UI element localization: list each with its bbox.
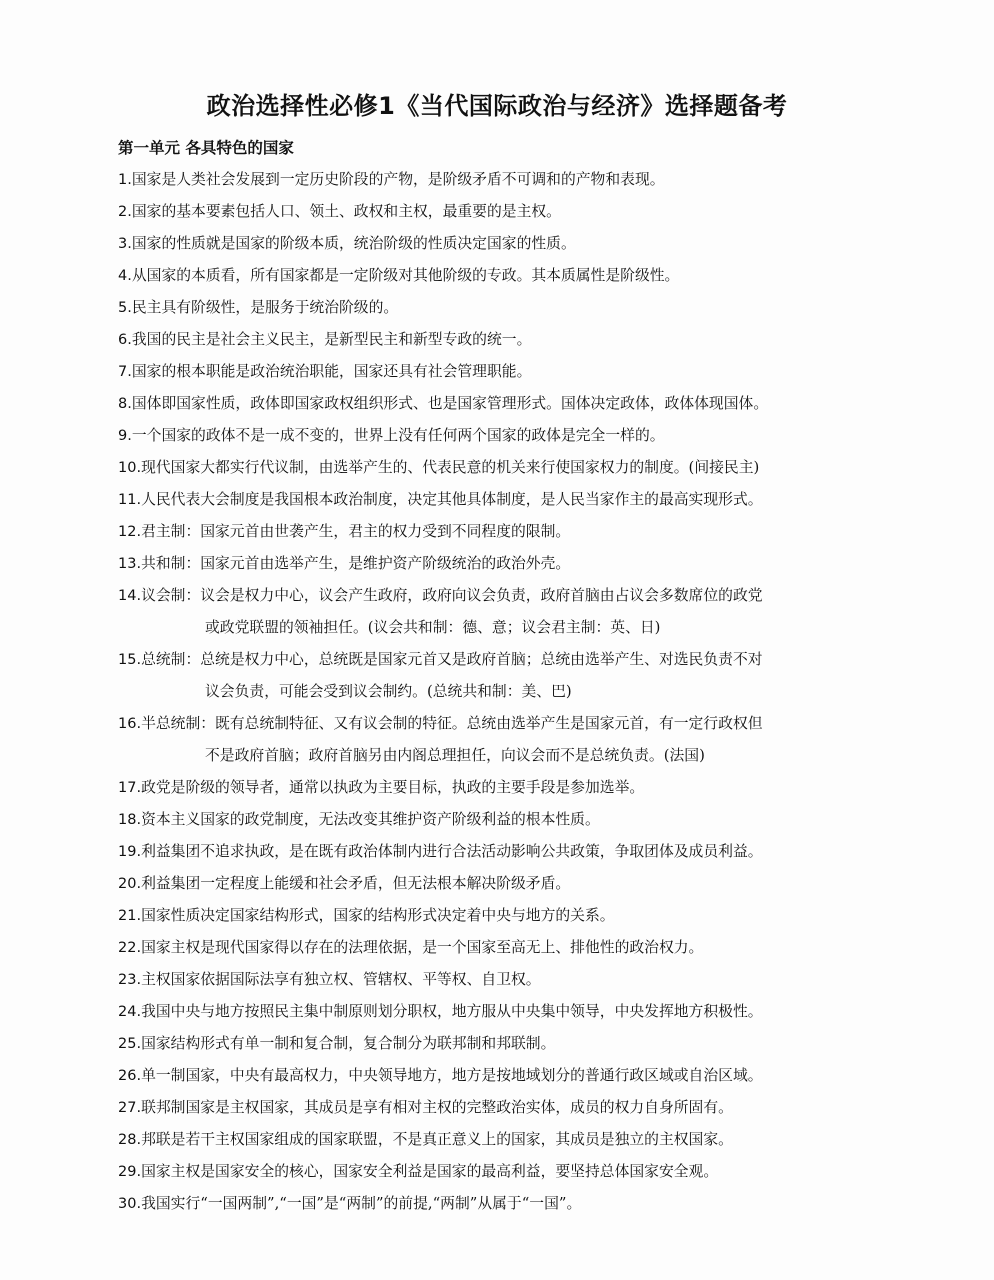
- item-text: 单一制国家，中央有最高权力，中央领导地方，地方是按地域划分的普通行政区域或自治区域。: [141, 1067, 763, 1084]
- item-number: 24.: [118, 1004, 142, 1020]
- item-number: 12.: [118, 524, 142, 540]
- item-number: 23.: [118, 972, 142, 988]
- list-item: [118, 772, 888, 804]
- item-text: 一个国家的政体不是一成不变的，世界上没有任何两个国家的政体是完全一样的。: [131, 427, 665, 444]
- item-number: 13.: [118, 556, 142, 572]
- item-text: 我国实行“一国两制”,“一国”是“两制”的前提,“两制”从属于“一国”。: [141, 1195, 582, 1212]
- item-text: 国家的根本职能是政治统治职能，国家还具有社会管理职能。: [131, 363, 532, 380]
- item-number: 3.: [118, 236, 132, 252]
- list-item: [118, 324, 888, 356]
- list-item: [118, 1060, 888, 1092]
- item-number: 10.: [118, 460, 142, 476]
- list-item: [118, 900, 888, 932]
- item-list: [118, 164, 888, 1220]
- item-number: 6.: [118, 332, 132, 348]
- list-item: [118, 1124, 888, 1156]
- list-item: [118, 580, 888, 644]
- item-text: 国家主权是现代国家得以存在的法理依据，是一个国家至高无上、排他性的政治权力。: [141, 939, 704, 956]
- list-item: [118, 516, 888, 548]
- item-text: 国家的基本要素包括人口、领土、政权和主权，最重要的是主权。: [131, 203, 561, 220]
- list-item: [118, 356, 888, 388]
- item-text: 资本主义国家的政党制度，无法改变其维护资产阶级利益的根本性质。: [141, 811, 600, 828]
- item-continuation: 议会负责，可能会受到议会制约。(总统共和制：美、巴): [205, 683, 572, 700]
- item-text: 半总统制：既有总统制特征、又有议会制的特征。总统由选举产生是国家元首，有一定行政权但: [141, 715, 763, 732]
- list-item: [118, 964, 888, 996]
- item-text: 现代国家大都实行代议制，由选举产生的、代表民意的机关来行使国家权力的制度。(间接民主): [141, 459, 760, 476]
- list-item: [118, 260, 888, 292]
- list-item: [118, 292, 888, 324]
- item-text: 议会制：议会是权力中心，议会产生政府，政府向议会负责，政府首脑由占议会多数席位的政党: [141, 587, 763, 604]
- unit-heading: 第一单元 各具特色的国家: [118, 139, 294, 157]
- item-number: 16.: [118, 716, 142, 732]
- item-text: 国家主权是国家安全的核心，国家安全利益是国家的最高利益，要坚持总体国家安全观。: [141, 1163, 719, 1180]
- item-number: 17.: [118, 780, 142, 796]
- list-item: [118, 164, 888, 196]
- item-number: 20.: [118, 876, 142, 892]
- item-number: 30.: [118, 1196, 142, 1212]
- item-number: 25.: [118, 1036, 142, 1052]
- list-item: [118, 196, 888, 228]
- item-number: 22.: [118, 940, 142, 956]
- item-text: 民主具有阶级性，是服务于统治阶级的。: [131, 299, 399, 316]
- list-item: [118, 1092, 888, 1124]
- list-item: [118, 388, 888, 420]
- item-text: 我国的民主是社会主义民主，是新型民主和新型专政的统一。: [131, 331, 532, 348]
- item-text: 联邦制国家是主权国家，其成员是享有相对主权的完整政治实体，成员的权力自身所固有。: [141, 1099, 733, 1116]
- list-item: [118, 1156, 888, 1188]
- item-number: 15.: [118, 652, 142, 668]
- item-number: 27.: [118, 1100, 142, 1116]
- item-number: 18.: [118, 812, 142, 828]
- item-continuation: 或政党联盟的领袖担任。(议会共和制：德、意；议会君主制：英、日): [205, 619, 661, 636]
- list-item: [118, 420, 888, 452]
- item-text: 利益集团一定程度上能缓和社会矛盾，但无法根本解决阶级矛盾。: [141, 875, 571, 892]
- item-text: 国家性质决定国家结构形式，国家的结构形式决定着中央与地方的关系。: [141, 907, 615, 924]
- item-text: 政党是阶级的领导者，通常以执政为主要目标，执政的主要手段是参加选举。: [141, 779, 645, 796]
- list-item: [118, 1188, 888, 1220]
- list-item: [118, 484, 888, 516]
- item-text: 邦联是若干主权国家组成的国家联盟，不是真正意义上的国家，其成员是独立的主权国家。: [141, 1131, 733, 1148]
- list-item: [118, 548, 888, 580]
- item-text: 国家结构形式有单一制和复合制，复合制分为联邦制和邦联制。: [141, 1035, 556, 1052]
- item-number: 29.: [118, 1164, 142, 1180]
- item-number: 8.: [118, 396, 132, 412]
- item-text: 利益集团不追求执政，是在既有政治体制内进行合法活动影响公共政策，争取团体及成员利益。: [141, 843, 763, 860]
- item-number: 28.: [118, 1132, 142, 1148]
- item-text: 主权国家依据国际法享有独立权、管辖权、平等权、自卫权。: [141, 971, 541, 988]
- item-number: 14.: [118, 588, 142, 604]
- list-item: [118, 836, 888, 868]
- item-text: 国体即国家性质，政体即国家政权组织形式、也是国家管理形式。国体决定政体，政体体现国体。: [131, 395, 769, 412]
- item-text: 人民代表大会制度是我国根本政治制度，决定其他具体制度，是人民当家作主的最高实现形式。: [141, 491, 763, 508]
- item-number: 9.: [118, 428, 132, 444]
- item-number: 11.: [118, 492, 142, 508]
- item-continuation: 不是政府首脑；政府首脑另由内阁总理担任，向议会而不是总统负责。(法国): [205, 747, 705, 764]
- list-item: [118, 804, 888, 836]
- item-number: 2.: [118, 204, 132, 220]
- list-item: [118, 644, 888, 708]
- item-text: 国家的性质就是国家的阶级本质，统治阶级的性质决定国家的性质。: [131, 235, 576, 252]
- item-number: 4.: [118, 268, 132, 284]
- item-text: 总统制：总统是权力中心，总统既是国家元首又是政府首脑；总统由选举产生、对选民负责不对: [141, 651, 763, 668]
- list-item: [118, 1028, 888, 1060]
- list-item: [118, 868, 888, 900]
- document-title: 政治选择性必修1《当代国际政治与经济》选择题备考: [206, 92, 788, 120]
- item-text: 我国中央与地方按照民主集中制原则划分职权，地方服从中央集中领导，中央发挥地方积极性。: [141, 1003, 763, 1020]
- list-item: [118, 228, 888, 260]
- item-number: 7.: [118, 364, 132, 380]
- list-item: [118, 996, 888, 1028]
- item-number: 5.: [118, 300, 132, 316]
- item-text: 国家是人类社会发展到一定历史阶段的产物，是阶级矛盾不可调和的产物和表现。: [131, 171, 665, 188]
- list-item: [118, 452, 888, 484]
- item-number: 26.: [118, 1068, 142, 1084]
- item-text: 从国家的本质看，所有国家都是一定阶级对其他阶级的专政。其本质属性是阶级性。: [131, 267, 680, 284]
- item-text: 君主制：国家元首由世袭产生，君主的权力受到不同程度的限制。: [141, 523, 571, 540]
- item-number: 19.: [118, 844, 142, 860]
- item-number: 21.: [118, 908, 142, 924]
- item-number: 1.: [118, 172, 132, 188]
- list-item: [118, 932, 888, 964]
- list-item: [118, 708, 888, 772]
- item-text: 共和制：国家元首由选举产生，是维护资产阶级统治的政治外壳。: [141, 555, 571, 572]
